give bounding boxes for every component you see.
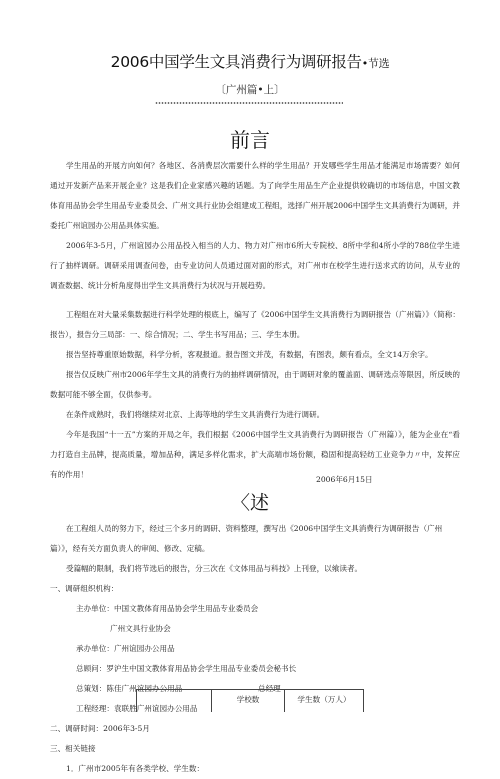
preface-paragraph: 报告坚持尊重原始数据，科学分析，客观报道。报告图文并茂，有数据，有图表，颇有看点，全文14万余字。 [66, 350, 433, 359]
table-header-cell: 学生数（万人） [297, 695, 351, 704]
section-org-title: 一、调研组织机构： [50, 584, 119, 593]
report-title [0, 50, 500, 72]
preface-paragraph: 报告仅反映广州市2006年学生文具的消费行为的抽样调研情况，由于调研对象的覆盖面、调研选点等限因，所反映的数据可能不够全面，仅供参考。 [50, 370, 460, 399]
section-links: 三、相关链接 [50, 744, 96, 753]
school-stats-table [136, 689, 364, 712]
report-title-text: 2006中国学生文具消费行为调研报告 [110, 53, 362, 71]
overview-paragraph: 受篇幅的限制，我们将节选后的报告，分三次在《文体用品与科技》上刊登，以飨读者。 [66, 564, 363, 573]
sponsor-line-2: 广州文具行业协会 [110, 624, 171, 633]
overview-body [50, 519, 460, 779]
preface-heading: 前言 [230, 128, 270, 152]
advisor-line: 总顾问：罗沪生中国文教体育用品协会学生用品专业委员会秘书长 [76, 664, 297, 673]
section-time: 二、调研时间：2006年3-5月 [50, 724, 150, 733]
overview-heading: 〈述 [230, 492, 269, 514]
engineer-line: 工程经理：袁联胜广州谊园办公用品 [76, 704, 198, 713]
preface-body [50, 156, 460, 485]
planner-title: 总经理 [258, 684, 281, 693]
table-header-cell: 学校数 [212, 690, 285, 712]
preface-date: 2006年6月15日 [316, 475, 373, 484]
overview-paragraph: 在工程组人员的努力下，经过三个多月的调研、资料整理，撰写出《2006中国学生文具消费行为调研报告（广州篇）》，经有关方面负责人的审阅、修改、定稿。 [50, 524, 443, 553]
preface-paragraph: 2006年3-5月，广州谊园办公用品投入相当的人力、物力对广州市6所大专院校、8所中学和4所小学的788位学生进行了抽样调研。调研采用调查问卷，由专业访问人员通过面对面的形式，对广州市在校学生进行送求式的访问，从专业的调查数据、统计分析角度得出学生文具消费行为状况与开展趋势。 [50, 241, 460, 290]
planner-name: 总策划：陈佳广州谊园办公用品 [76, 684, 183, 693]
preface-paragraph: 工程组在对大量采集数据进行科学处理的根底上，编写了《2006中国学生文具消费行为调研报告（广州篇）》（简称：报告），报告分三局部：一、综合情况；二、学生书写用品；三、学生本册。 [50, 310, 460, 339]
dotted-divider [155, 101, 343, 105]
organizer-line: 承办单位：广州谊园办公用品 [76, 644, 175, 653]
preface-paragraph: 学生用品的开展方向如何？各地区、各消费层次需要什么样的学生用品？开发哪些学生用品才能满足市场需要？如何通过开发新产品来开展企业？这是我们企业家感兴趣的话题。为了向学生用品生产企业提供较确切的市场信息，中国文教体育用品协会学生用品专业委员会、广州文具行业协会组建成工程组，选择广州开展2006中国学生文具消费行为调研，并委托广州谊园办公用品具体实施。 [50, 161, 460, 230]
preface-paragraph: 在条件成熟时，我们将继续对北京、上海等地的学生文具消费行为进行调研。 [66, 410, 325, 419]
sponsor-line: 主办单位：中国文教体育用品协会学生用品专业委员会 [76, 604, 259, 613]
preface-paragraph: 今年是我国“十一五”方案的开局之年，我们根据《2006中国学生文具消费行为调研报告（广州篇）》，能为企业在“看力打造自主品牌，提高质量，增加品种，满足多样化需求，扩大高端市场份额，稳固和提高轻纺工业竞争力〃中，发挥应有的作用！ [50, 430, 460, 479]
report-subtitle: 〔广州篇•上〕 [215, 84, 285, 96]
report-title-suffix: •节选 [361, 57, 390, 70]
link-item-1: 1．广州市2005年有各类学校、学生数： [66, 764, 205, 773]
table-header-cell [137, 690, 212, 712]
